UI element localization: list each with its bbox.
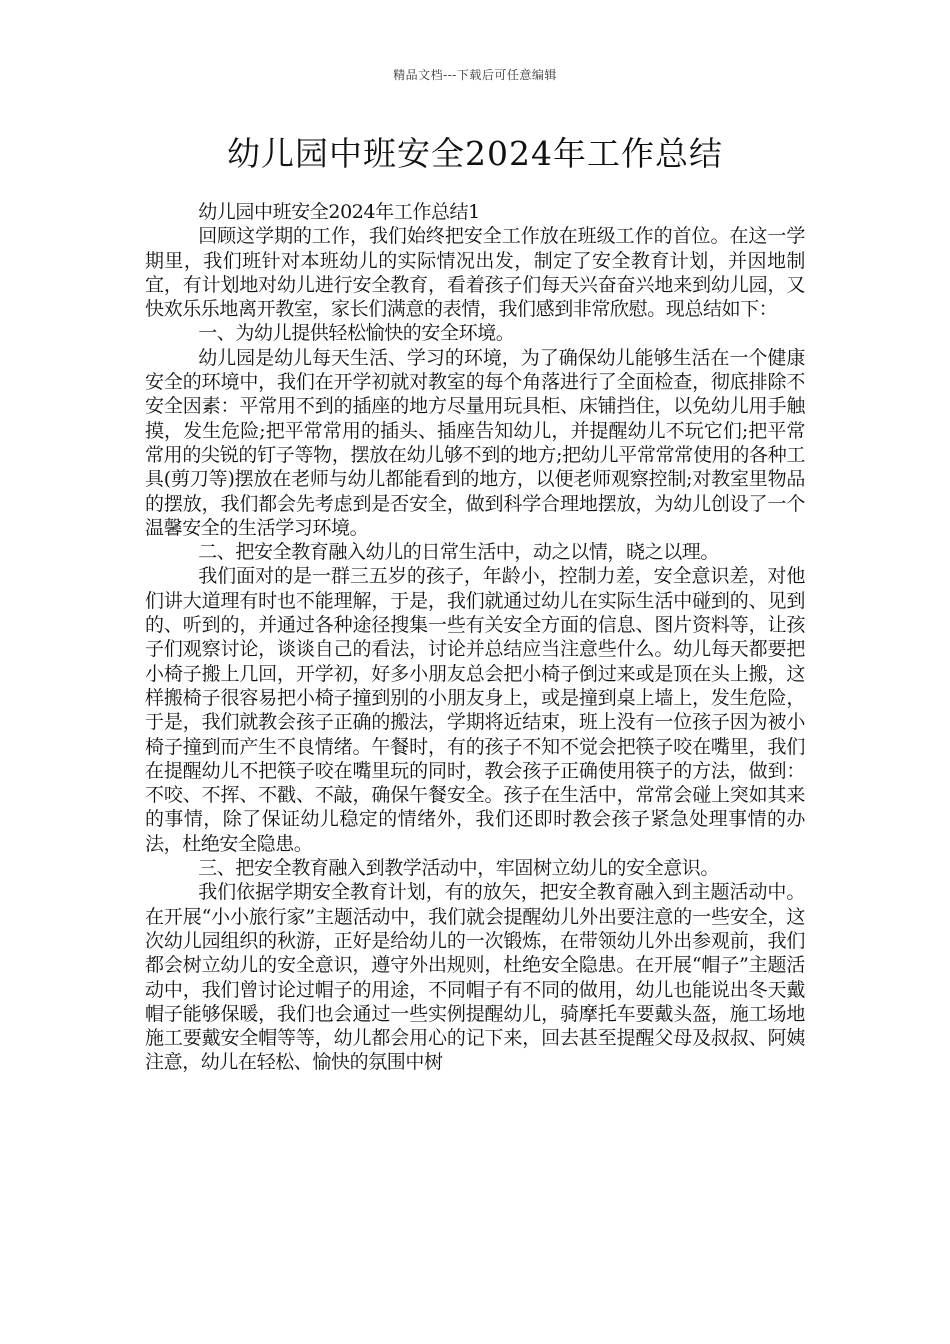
- subtitle-paragraph: 幼儿园中班安全2024年工作总结1: [198, 201, 480, 223]
- document-body: [145, 200, 805, 1075]
- body-paragraph: 回顾这学期的工作，我们始终把安全工作放在班级工作的首位。在这一学期里，我们班针对本班幼儿的实际情况出发，制定了安全教育计划，并因地制宜，有计划地对幼儿进行安全教育，看着孩子们每天兴奋奋兴地来到幼儿园，又快欢乐乐地离开教室，家长们满意的表情，我们感到非常欣慰。现总结如下：: [145, 225, 805, 321]
- section-heading: 一、为幼儿提供轻松愉快的安全环境。: [198, 322, 515, 345]
- body-paragraph: 我们面对的是一群三五岁的孩子，年龄小，控制力差，安全意识差，对他们讲大道理有时也不能理解，于是，我们就通过幼儿在实际生活中碰到的、见到的、听到的，并通过各种途径搜集一些有关安全方面的信息、图片资料等，让孩子们观察讨论，谈谈自己的看法，讨论并总结应当注意些什么。幼儿每天都要把小椅子搬上几回，开学初，好多小朋友总会把小椅子倒过来或是顶在头上搬，这样搬椅子很容易把小椅子撞到别的小朋友身上，或是撞到桌上墙上，发生危险，于是，我们就教会孩子正确的搬法，学期将近结束，班上没有一位孩子因为被小椅子撞到而产生不良情绪。午餐时，有的孩子不知不觉会把筷子咬在嘴里，我们在提醒幼儿不把筷子咬在嘴里玩的同时，教会孩子正确使用筷子的方法，做到：不咬、不挥、不戳、不敲，确保午餐安全。孩子在生活中，常常会碰上突如其来的事情，除了保证幼儿稳定的情绪外，我们还即时教会孩子紧急处理事情的办法，杜绝安全隐患。: [145, 565, 805, 855]
- body-paragraph: 我们依据学期安全教育计划，有的放矢，把安全教育融入到主题活动中。在开展“小小旅行家”主题活动中，我们就会提醒幼儿外出要注意的一些安全，这次幼儿园组织的秋游，正好是给幼儿的一次锻炼，在带领幼儿外出参观前，我们都会树立幼儿的安全意识，遵守外出规则，杜绝安全隐患。在开展“帽子”主题活动中，我们曾讨论过帽子的用途，不同帽子有不同的做用，幼儿也能说出冬天戴帽子能够保暖，我们也会通过一些实例提醒幼儿，骑摩托车要戴头盔，施工场地施工要戴安全帽等等，幼儿都会用心的记下来，回去甚至提醒父母及叔叔、阿姨注意，幼儿在轻松、愉快的氛围中树: [145, 881, 805, 1074]
- section-heading: 二、把安全教育融入幼儿的日常生活中，动之以情，晓之以理。: [198, 541, 719, 564]
- section-heading: 三、把安全教育融入到教学活动中，牢固树立幼儿的安全意识。: [198, 857, 719, 880]
- document-title: 幼儿园中班安全2024年工作总结: [227, 134, 723, 173]
- header-note: 精品文档---下载后可任意编辑: [393, 68, 557, 82]
- body-paragraph: 幼儿园是幼儿每天生活、学习的环境，为了确保幼儿能够生活在一个健康安全的环境中，我们在开学初就对教室的每个角落进行了全面检查，彻底排除不安全因素：平常用不到的插座的地方尽量用玩具柜、床铺挡住，以免幼儿用手触摸，发生危险;把平常常用的插头、插座告知幼儿，并提醒幼儿不玩它们;把平常常用的尖锐的钉子等物，摆放在幼儿够不到的地方;把幼儿平常常常使用的各种工具(剪刀等)摆放在老师与幼儿都能看到的地方，以便老师观察控制;对教室里物品的摆放，我们都会先考虑到是否安全，做到科学合理地摆放，为幼儿创设了一个温馨安全的生活学习环境。: [145, 346, 805, 539]
